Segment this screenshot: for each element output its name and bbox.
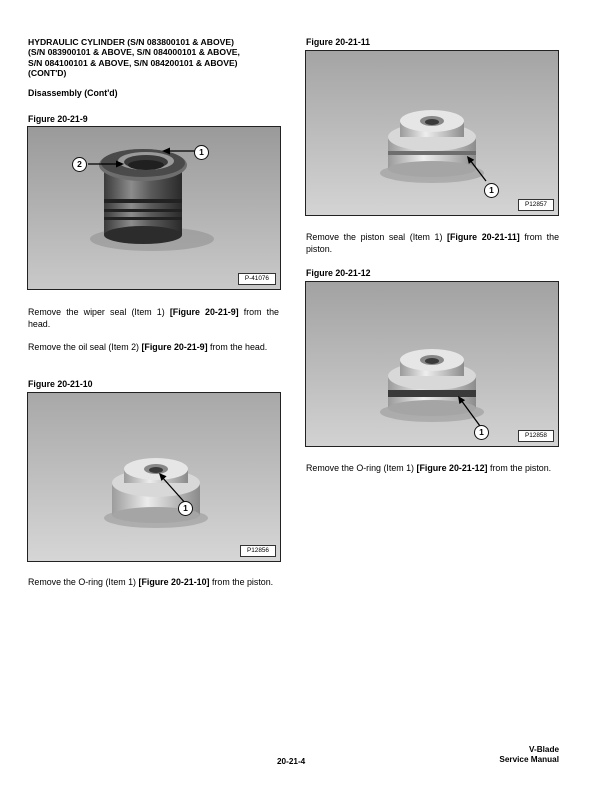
piston-image <box>306 282 558 446</box>
piston-image <box>306 51 558 215</box>
figure-20-21-12-photo <box>305 281 559 447</box>
figure-reference: [Figure 20-21-11] <box>447 232 520 242</box>
page-number: 20-21-4 <box>277 757 306 766</box>
figure-20-21-10-label: Figure 20-21-10 <box>28 379 93 389</box>
figure-20-21-12-label: Figure 20-21-12 <box>306 268 371 278</box>
photo-id-badge: P-41076 <box>238 273 276 285</box>
footer-manual-title <box>499 745 559 765</box>
figure-reference: [Figure 20-21-12] <box>416 463 488 473</box>
section-subtitle: Disassembly (Cont'd) <box>28 88 118 98</box>
callout-2: 2 <box>72 157 87 172</box>
photo-id-badge: P12856 <box>240 545 276 557</box>
callout-1: 1 <box>484 183 499 198</box>
instruction-o-ring-10: Remove the O-ring (Item 1) [Figure 20-21-10] from the piston. <box>28 577 274 587</box>
figure-reference: [Figure 20-21-9] <box>169 307 239 317</box>
instruction-wiper-seal: Remove the wiper seal (Item 1) [Figure 20-21-9] from the head. <box>28 307 279 329</box>
section-title: HYDRAULIC CYLINDER (S/N 083800101 & ABOVE) (S/N 083900101 & ABOVE, S/N 084000101 & ABOVE, S/N 084100101 & ABOVE, S/N 084200101 & ABOVE) (CONT'D) <box>28 37 240 78</box>
callout-1: 1 <box>178 501 193 516</box>
instruction-oil-seal: Remove the oil seal (Item 2) [Figure 20-21-9] from the head. <box>28 342 268 352</box>
figure-20-21-11-photo <box>305 50 559 216</box>
callout-1: 1 <box>194 145 209 160</box>
figure-20-21-10-photo <box>27 392 281 562</box>
photo-id-badge: P12858 <box>518 430 554 442</box>
figure-reference: [Figure 20-21-10] <box>138 577 210 587</box>
footer-product: V-Blade <box>528 745 559 754</box>
footer-manual: Service Manual <box>499 755 559 764</box>
instruction-piston-seal: Remove the piston seal (Item 1) [Figure 20-21-11] from the piston. <box>306 232 560 254</box>
figure-20-21-9-label: Figure 20-21-9 <box>28 114 88 124</box>
callout-1: 1 <box>474 425 489 440</box>
figure-20-21-9-photo <box>27 126 281 290</box>
cylinder-head-image <box>28 127 280 289</box>
instruction-o-ring-12: Remove the O-ring (Item 1) [Figure 20-21-12] from the piston. <box>306 463 552 473</box>
figure-reference: [Figure 20-21-9] <box>141 342 208 352</box>
piston-image <box>28 393 280 561</box>
photo-id-badge: P12857 <box>518 199 554 211</box>
figure-20-21-11-label: Figure 20-21-11 <box>306 37 371 47</box>
